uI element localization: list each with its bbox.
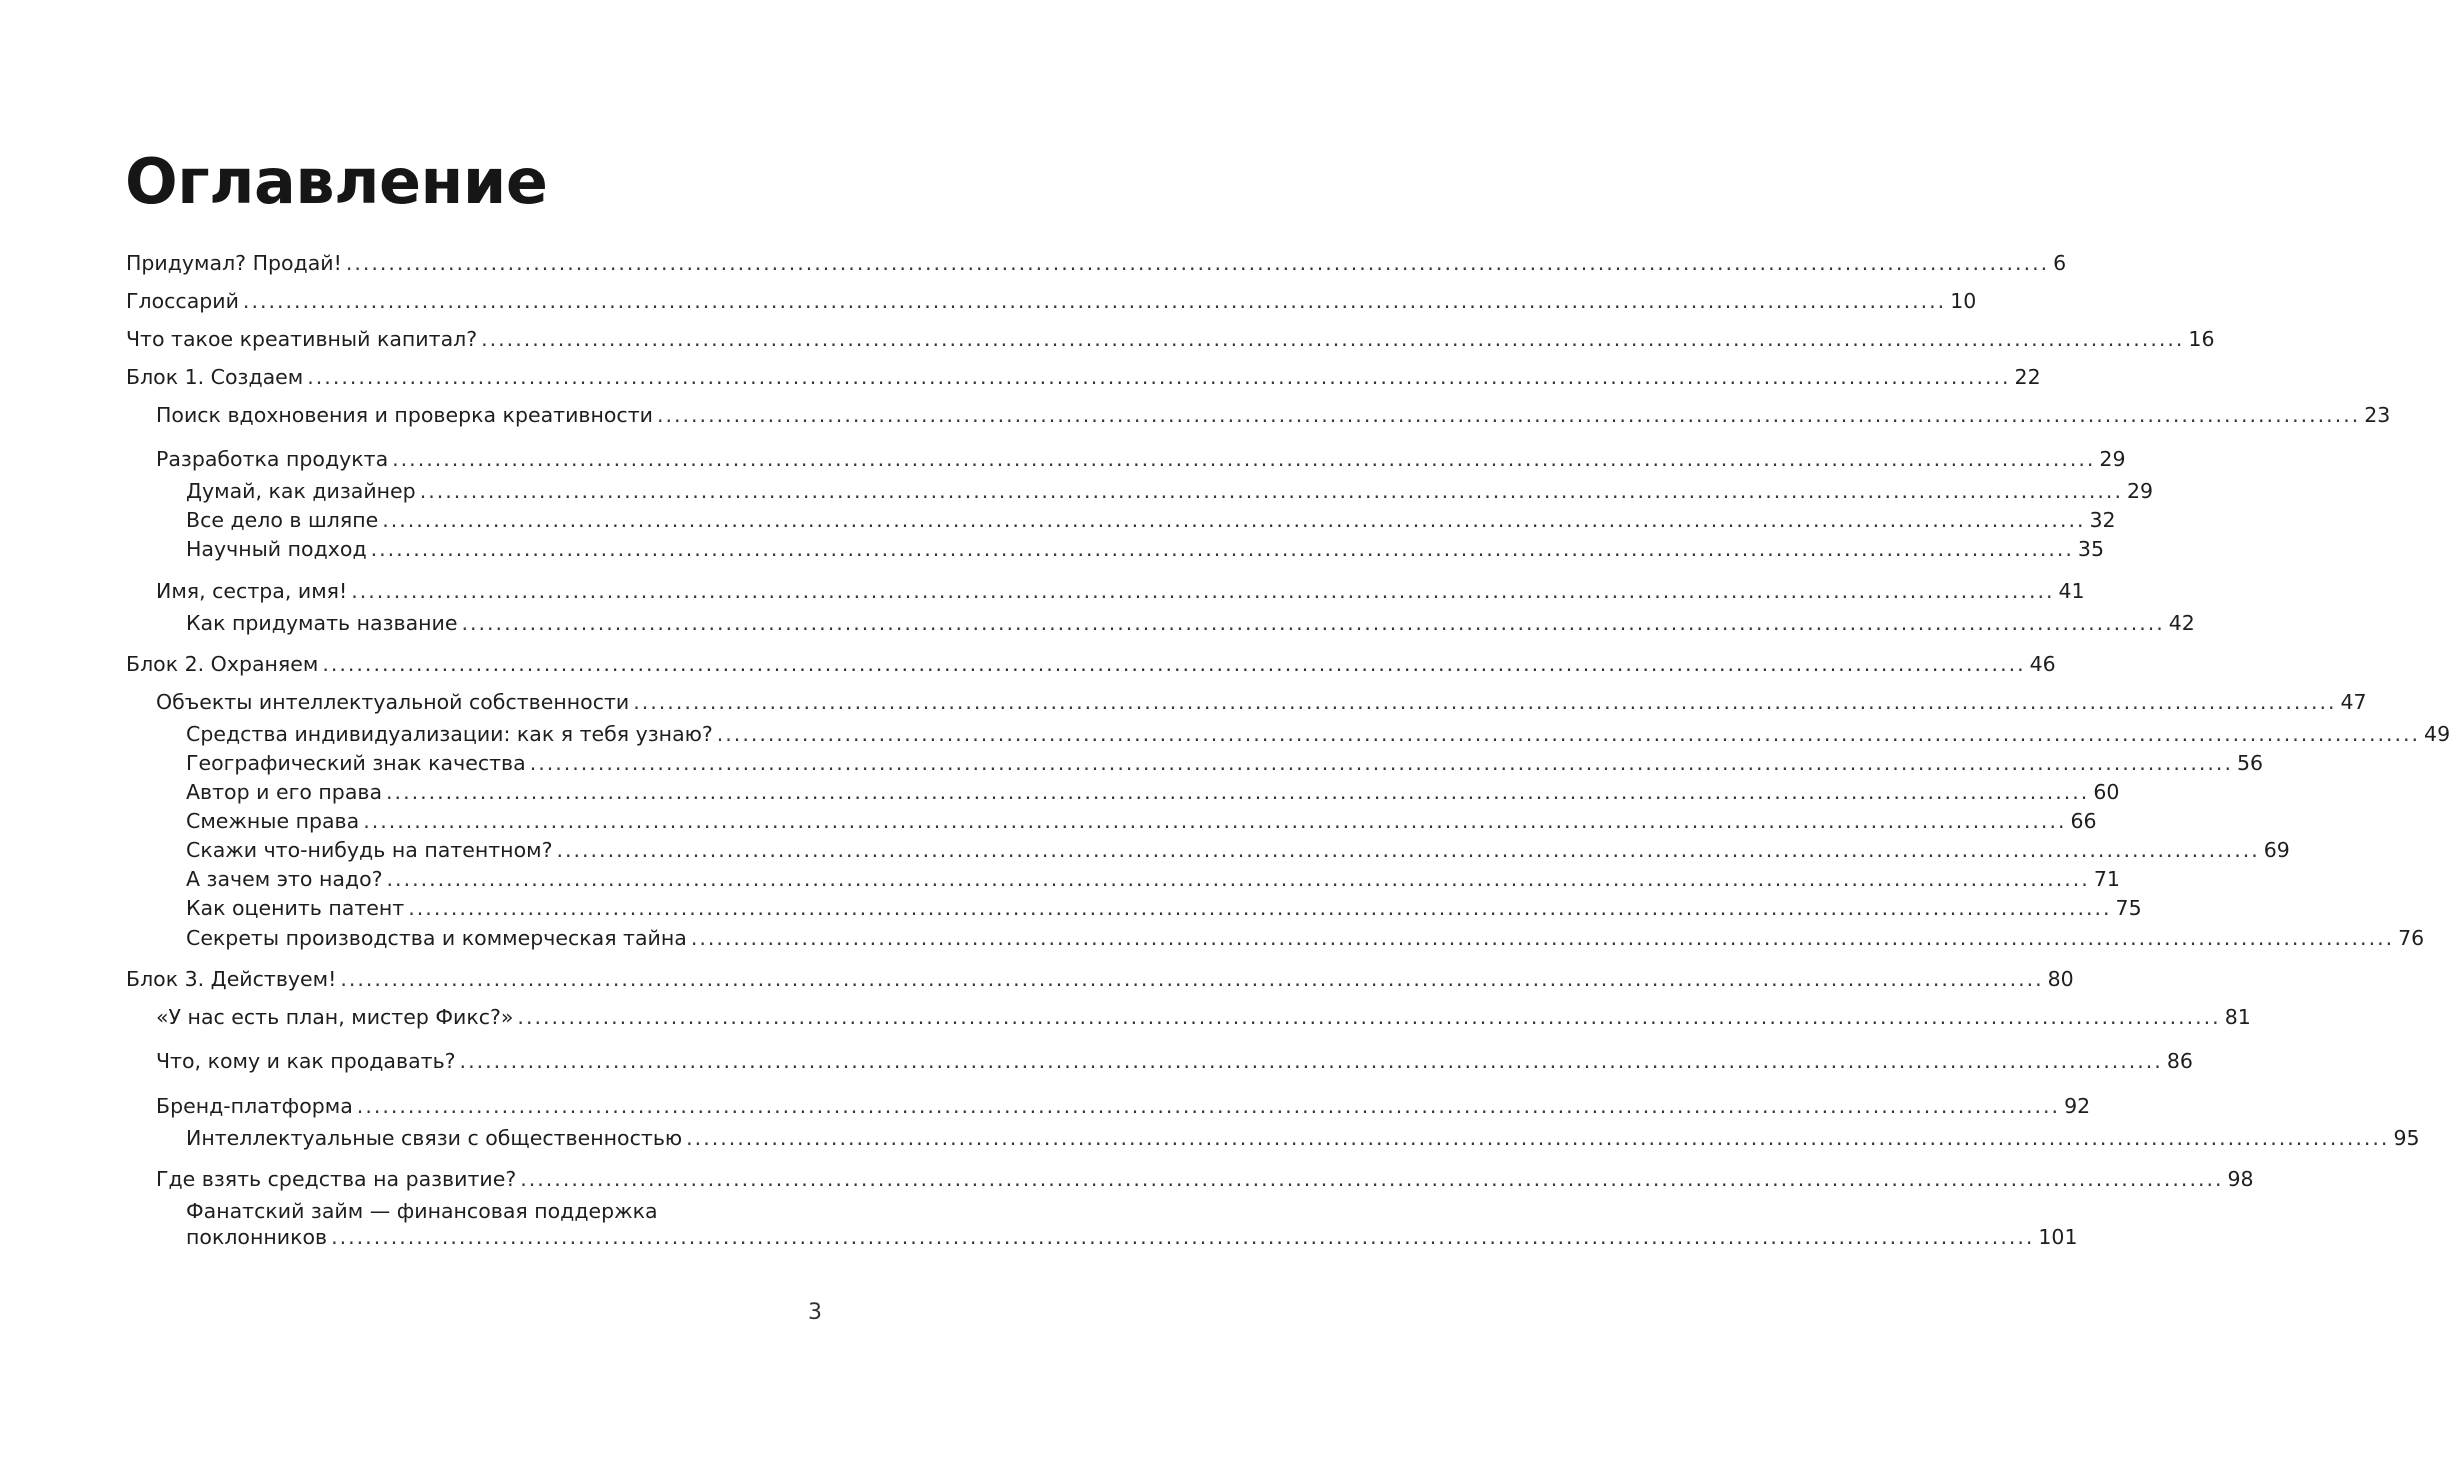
leader-dots: ........................................................................................................................................................................................................ [392, 447, 2096, 471]
toc-entry-page: 56 [2236, 751, 2264, 775]
toc-entry-title: Блок 2. Охраняем [126, 652, 319, 676]
leader-dots: ........................................................................................................................................................................................................ [459, 1049, 2163, 1073]
page-number: 3 [808, 1300, 822, 1325]
leader-dots: ........................................................................................................................................................................................................ [686, 1126, 2390, 1150]
toc-entry-title: Блок 3. Действуем! [126, 967, 337, 991]
toc-entry-title: Думай, как дизайнер [186, 479, 416, 503]
toc-entry-page: 46 [2029, 652, 2056, 676]
toc-entry-title: Разработка продукта [156, 447, 389, 471]
leader-dots: ........................................................................................................................................................................................................ [419, 479, 2123, 503]
toc-entry-page: 49 [2424, 722, 2450, 746]
toc-entry-page: 42 [2168, 611, 2195, 635]
toc-entry[interactable] [126, 326, 2215, 352]
toc-entry-title: Что, кому и как продавать? [156, 1049, 456, 1073]
leader-dots: ........................................................................................................................................................................................................ [307, 365, 2011, 389]
toc-entry[interactable] [156, 578, 2085, 604]
leader-dots: ........................................................................................................................................................................................................ [363, 809, 2067, 833]
toc-entry[interactable] [156, 446, 2126, 472]
leader-dots: ........................................................................................................................................................................................................ [351, 579, 2055, 603]
toc-entry-title: Смежные права [186, 809, 360, 833]
toc-entry-title: Что такое креативный капитал? [126, 327, 478, 351]
toc-entry-page: 6 [2053, 251, 2067, 275]
toc-entry-page: 66 [2070, 809, 2097, 833]
toc-entry-page: 35 [2077, 537, 2104, 561]
toc-entry-title: Блок 1. Создаем [126, 365, 304, 389]
leader-dots: ........................................................................................................................................................................................................ [242, 289, 1947, 313]
toc-entry-title: Скажи что-нибудь на патентном? [186, 838, 553, 862]
toc-entry-page: 69 [2263, 838, 2290, 862]
toc-entry-title: Научный подход [186, 537, 367, 561]
toc-entry[interactable] [186, 895, 2142, 921]
toc-entry[interactable] [156, 402, 2391, 428]
toc-entry[interactable] [126, 250, 2067, 276]
toc-entry-page: 29 [2126, 479, 2154, 503]
toc-entry-title: Как придумать название [186, 611, 458, 635]
leader-dots: ........................................................................................................................................................................................................ [529, 751, 2233, 775]
toc-entry[interactable] [186, 478, 2154, 504]
leader-dots: ........................................................................................................................................................................................................ [556, 838, 2260, 862]
toc-entry-page: 60 [2093, 780, 2120, 804]
leader-dots: ........................................................................................................................................................................................................ [386, 867, 2090, 891]
toc-entry[interactable] [186, 866, 2120, 892]
toc-entry[interactable] [156, 1166, 2254, 1192]
leader-dots: ........................................................................................................................................................................................................ [370, 537, 2074, 561]
leader-dots: ........................................................................................................................................................................................................ [517, 1005, 2221, 1029]
leader-dots: ........................................................................................................................................................................................................ [690, 926, 2395, 950]
toc-entry[interactable] [126, 364, 2041, 390]
toc-entry[interactable] [186, 837, 2290, 863]
toc-entry-title: Интеллектуальные связи с общественностью [186, 1126, 683, 1150]
toc-entry-page: 23 [2364, 403, 2391, 427]
leader-dots: ........................................................................................................................................................................................................ [322, 652, 2026, 676]
toc-entry[interactable] [186, 507, 2116, 533]
toc-entry-title: Секреты производства и коммерческая тайна [186, 926, 687, 950]
toc-entry-page: 10 [1950, 289, 1977, 313]
toc-entry[interactable] [156, 1093, 2091, 1119]
toc-entry-page: 86 [2166, 1049, 2193, 1073]
toc-entry-title: Объекты интеллектуальной собственности [156, 690, 630, 714]
toc-entry-page: 71 [2093, 867, 2120, 891]
toc-entry[interactable] [186, 750, 2264, 776]
toc-entry-page: 101 [2038, 1225, 2078, 1249]
toc-entry-title: Придумал? Продай! [126, 251, 342, 275]
toc-entry-page: 32 [2089, 508, 2116, 532]
leader-dots: ........................................................................................................................................................................................................ [386, 780, 2090, 804]
toc-entry-page: 80 [2047, 967, 2074, 991]
toc-entry-title: Средства индивидуализации: как я тебя узнаю? [186, 722, 713, 746]
toc-entry[interactable] [186, 536, 2104, 562]
leader-dots: ........................................................................................................................................................................................................ [716, 722, 2421, 746]
toc-entry-title: А зачем это надо? [186, 867, 383, 891]
toc-entry-page: 16 [2188, 327, 2215, 351]
toc-entry-title: «У нас есть план, мистер Фикс?» [156, 1005, 514, 1029]
toc-entry[interactable] [156, 689, 2367, 715]
toc-entry[interactable] [186, 779, 2120, 805]
leader-dots: ........................................................................................................................................................................................................ [656, 403, 2361, 427]
toc-entry-page: 98 [2227, 1167, 2254, 1191]
toc-entry-page: 81 [2224, 1005, 2251, 1029]
toc-entry-page: 92 [2064, 1094, 2091, 1118]
toc-entry[interactable] [156, 1048, 2193, 1074]
toc-entry-title: поклонников [186, 1225, 328, 1249]
toc-entry-title-line1: Фанатский займ — финансовая поддержка [186, 1199, 658, 1223]
toc-entry[interactable] [186, 1224, 2078, 1250]
toc-entry-title: Бренд-платформа [156, 1094, 353, 1118]
toc-entry-title: Имя, сестра, имя! [156, 579, 348, 603]
toc-entry[interactable] [126, 651, 2056, 677]
toc-entry-page: 29 [2099, 447, 2126, 471]
toc-entry-page: 47 [2340, 690, 2367, 714]
toc-entry[interactable] [186, 610, 2195, 636]
toc-entry[interactable] [186, 925, 2425, 951]
toc-entry-page: 75 [2115, 896, 2142, 920]
leader-dots: ........................................................................................................................................................................................................ [356, 1094, 2061, 1118]
toc-entry-title: Все дело в шляпе [186, 508, 379, 532]
toc-entry[interactable] [186, 808, 2097, 834]
leader-dots: ........................................................................................................................................................................................................ [382, 508, 2086, 532]
toc-entry-title: Как оценить патент [186, 896, 405, 920]
toc-entry-page: 76 [2398, 926, 2425, 950]
leader-dots: ........................................................................................................................................................................................................ [340, 967, 2044, 991]
toc-entry-title: Поиск вдохновения и проверка креативности [156, 403, 653, 427]
toc-entry[interactable] [156, 1004, 2251, 1030]
page-title: Оглавление [125, 145, 548, 218]
toc-entry-page: 95 [2393, 1126, 2420, 1150]
toc-entry[interactable] [126, 966, 2074, 992]
toc-entry-title: Где взять средства на развитие? [156, 1167, 517, 1191]
toc-entry-page: 22 [2014, 365, 2041, 389]
leader-dots: ........................................................................................................................................................................................................ [461, 611, 2165, 635]
leader-dots: ........................................................................................................................................................................................................ [345, 251, 2050, 275]
toc-entry[interactable] [126, 288, 1977, 314]
leader-dots: ........................................................................................................................................................................................................ [408, 896, 2112, 920]
leader-dots: ........................................................................................................................................................................................................ [481, 327, 2185, 351]
toc-entry-page: 41 [2058, 579, 2085, 603]
leader-dots: ........................................................................................................................................................................................................ [633, 690, 2337, 714]
toc-entry[interactable] [186, 1125, 2420, 1151]
leader-dots: ........................................................................................................................................................................................................ [520, 1167, 2224, 1191]
toc-entry-title: Автор и его права [186, 780, 383, 804]
leader-dots: ........................................................................................................................................................................................................ [331, 1225, 2035, 1249]
toc-entry-title: Географический знак качества [186, 751, 526, 775]
toc-entry-title: Глоссарий [126, 289, 239, 313]
toc-entry[interactable] [186, 721, 2450, 747]
